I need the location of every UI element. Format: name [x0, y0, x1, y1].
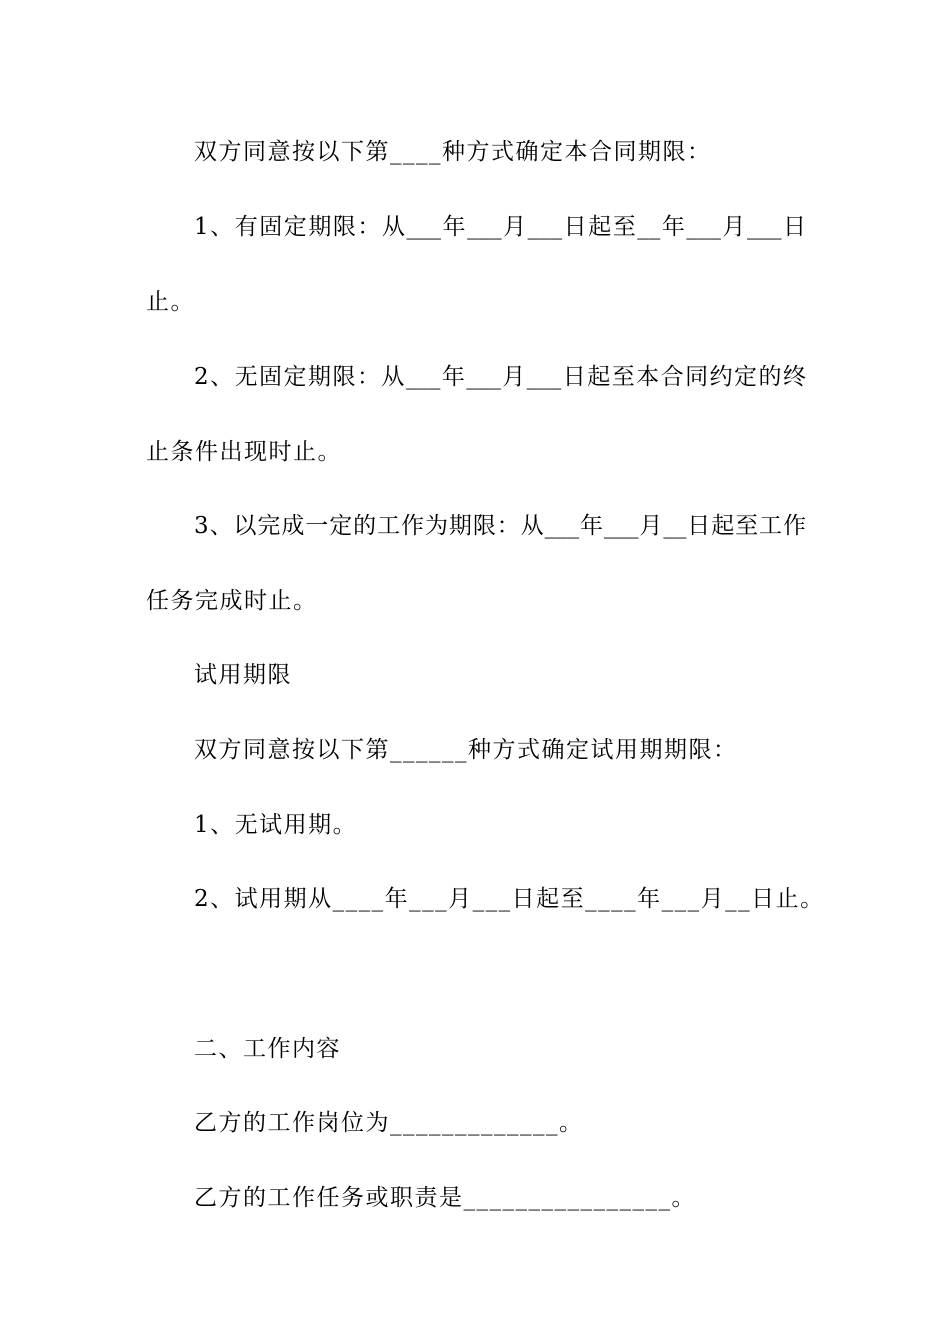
probation-heading: 试用期限 — [194, 662, 292, 688]
probation-option-1: 1、无试用期。 — [194, 812, 358, 838]
section2-heading: 二、工作内容 — [194, 1036, 341, 1062]
term-option-1-line1: 1、有固定期限：从___年___月___日起至__年___月___日 — [194, 214, 806, 240]
term-option-2-line1: 2、无固定期限：从___年___月___日起至本合同约定的终 — [194, 364, 806, 390]
probation-option-2: 2、试用期从____年___月___日起至____年___月__日止。 — [194, 886, 825, 912]
term-option-3-line1: 3、以完成一定的工作为期限：从___年___月__日起至工作 — [194, 513, 806, 539]
job-position: 乙方的工作岗位为_____________。 — [194, 1110, 584, 1136]
term-option-2-line2: 止条件出现时止。 — [146, 439, 342, 465]
probation-intro: 双方同意按以下第______种方式确定试用期期限： — [194, 737, 738, 763]
term-intro: 双方同意按以下第____种方式确定本合同期限： — [194, 139, 712, 165]
term-option-1-line2: 止。 — [146, 289, 195, 315]
job-duties: 乙方的工作任务或职责是________________。 — [194, 1185, 696, 1211]
term-option-3-line2: 任务完成时止。 — [146, 588, 318, 614]
